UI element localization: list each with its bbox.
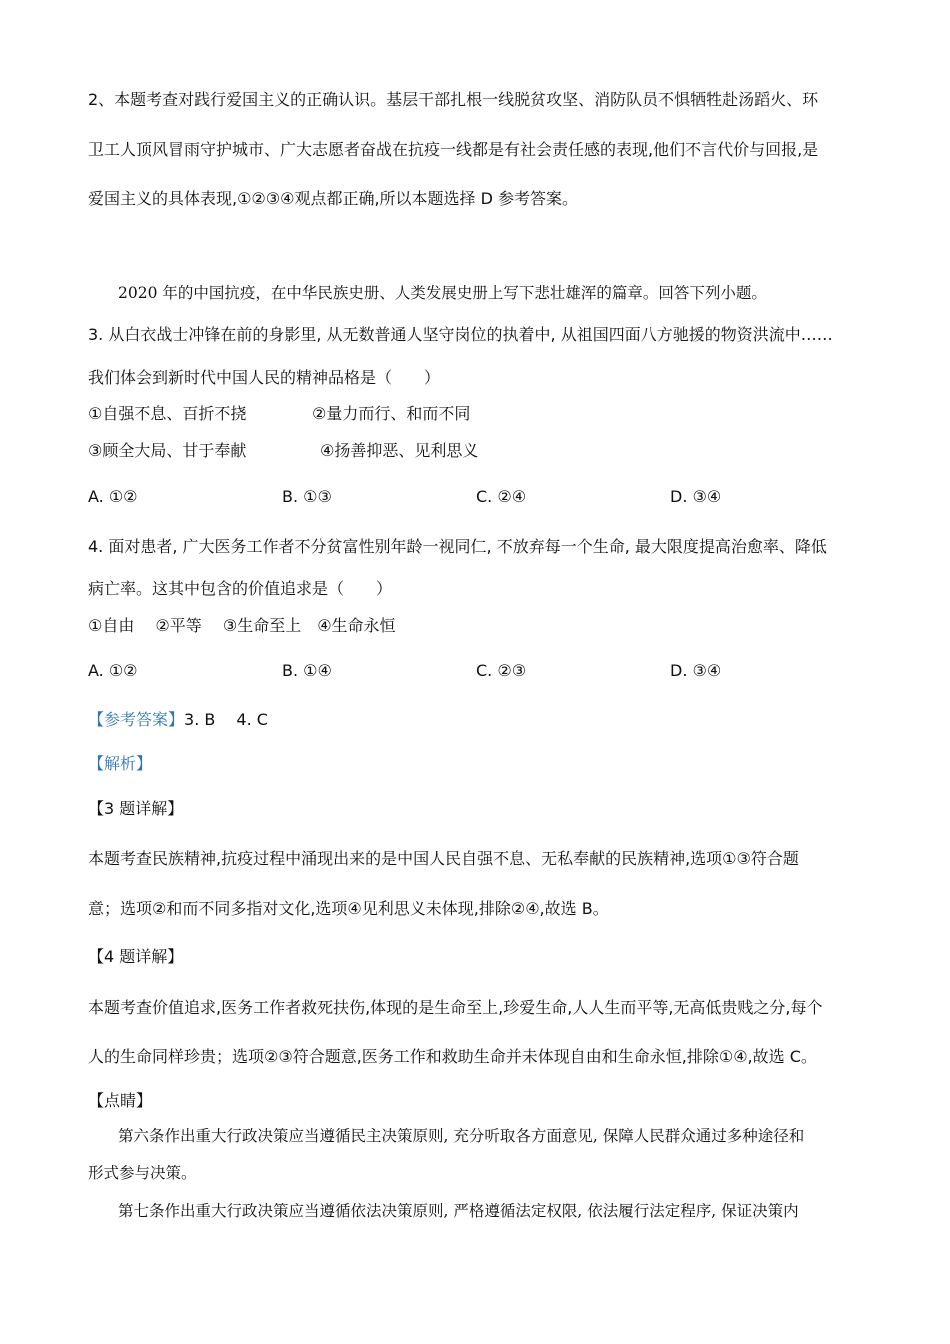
question-3-stem-line-2: 我们体会到新时代中国人民的精神品格是（ ） [88,368,441,387]
question-3-option-b: B. ①③ [282,487,332,506]
question-4-stem-line-1: 4. 面对患者, 广大医务工作者不分贫富性别年龄一视同仁, 不放弃每一个生命, 最大限度提高治愈率、降低 [88,537,827,556]
explanation-2-line-2: 卫工人顶风冒雨守护城市、广大志愿者奋战在抗疫一线都是有社会责任感的表现,他们不言代价与回报,是 [88,140,819,159]
q4-detail-line-2: 人的生命同样珍贵；选项②③符合题意,医务工作和救助生命并未体现自由和生命永恒,排除①④,故选 C。 [88,1047,817,1066]
question-4-option-c: C. ②③ [476,661,527,680]
q3-detail-line-2: 意；选项②和而不同多指对文化,选项④见利思义未体现,排除②④,故选 B。 [88,899,609,918]
explanation-2-line-3: 爱国主义的具体表现,①②③④观点都正确,所以本题选择 D 参考答案。 [88,189,579,208]
question-3-item-2: ②量力而行、和而不同 [312,404,471,423]
answer-label: 【参考答案】 [88,710,185,729]
question-4-stem-line-2: 病亡率。这其中包含的价值追求是（ ） [88,579,393,598]
question-3-stem-line-1: 3. 从白衣战士冲锋在前的身影里, 从无数普通人坚守岗位的执着中, 从祖国四面八方驰援的物资洪流中…… [88,325,833,344]
answer-line [88,710,268,730]
analysis-label: 【解析】 [88,754,153,773]
question-3-item-1: ①自强不息、百折不挠 [88,404,247,423]
material-intro: 2020 年的中国抗疫，在中华民族史册、人类发展史册上写下悲壮雄浑的篇章。回答下列小题。 [118,284,767,302]
dianjing-para-1-line-1: 第六条作出重大行政决策应当遵循民主决策原则, 充分听取各方面意见, 保障人民群众通过多种途径和 [118,1127,805,1145]
question-3-option-d: D. ③④ [670,487,722,506]
question-4-items: ①自由 ②平等 ③生命至上 ④生命永恒 [88,616,396,635]
q3-detail-line-1: 本题考查民族精神,抗疫过程中涌现出来的是中国人民自强不息、无私奉献的民族精神,选项①③符合题 [88,849,799,868]
answer-value: 3. B 4. C [184,710,268,729]
dianjing-label: 【点睛】 [88,1091,153,1110]
question-3-option-a: A. ①② [88,487,138,506]
question-3-item-3: ③顾全大局、甘于奉献 [88,441,247,460]
explanation-2-line-1: 2、本题考查对践行爱国主义的正确认识。基层干部扎根一线脱贫攻坚、消防队员不惧牺牲赴汤蹈火、环 [88,90,819,109]
q4-detail-title: 【4 题详解】 [88,947,184,966]
question-4-option-b: B. ①④ [282,661,332,680]
dianjing-para-2-line-1: 第七条作出重大行政决策应当遵循依法决策原则, 严格遵循法定权限, 依法履行法定程序, 保证决策内 [118,1202,799,1220]
question-3-item-4: ④扬善抑恶、见利思义 [320,441,479,460]
question-3-option-c: C. ②④ [476,487,527,506]
dianjing-para-1-line-2: 形式参与决策。 [88,1164,197,1182]
question-4-option-d: D. ③④ [670,661,722,680]
question-4-option-a: A. ①② [88,661,138,680]
q4-detail-line-1: 本题考查价值追求,医务工作者救死扶伤,体现的是生命至上,珍爱生命,人人生而平等,无高低贵贱之分,每个 [88,998,823,1017]
q3-detail-title: 【3 题详解】 [88,799,184,818]
